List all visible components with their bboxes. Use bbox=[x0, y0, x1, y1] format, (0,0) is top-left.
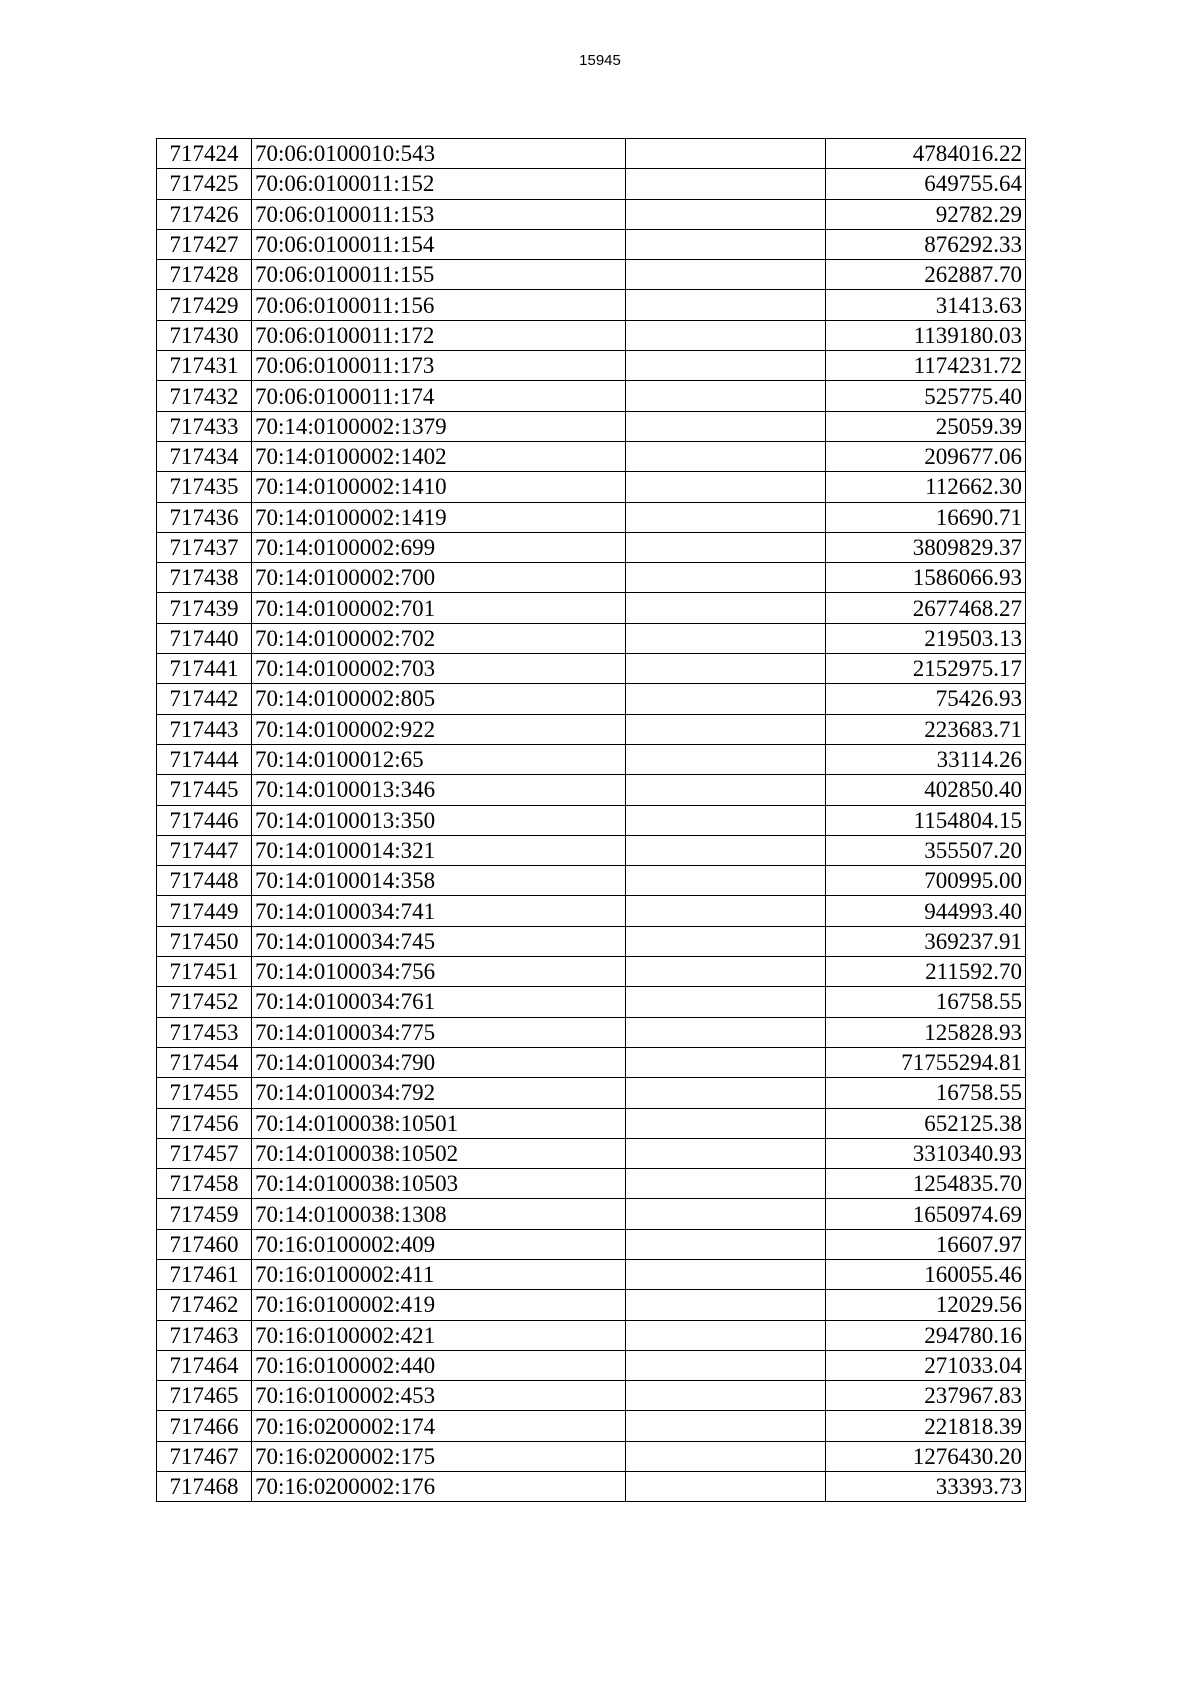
blank-cell bbox=[626, 1017, 826, 1047]
cadastral-number-cell: 70:06:0100011:173 bbox=[252, 351, 626, 381]
cadastral-number-cell: 70:16:0200002:175 bbox=[252, 1441, 626, 1471]
table-row bbox=[157, 1259, 1026, 1289]
value-cell: 1650974.69 bbox=[826, 1199, 1026, 1229]
value-cell: 12029.56 bbox=[826, 1290, 1026, 1320]
table-row bbox=[157, 199, 1026, 229]
blank-cell bbox=[626, 593, 826, 623]
row-number-cell: 717460 bbox=[157, 1229, 252, 1259]
table-row bbox=[157, 563, 1026, 593]
cadastral-number-cell: 70:14:0100038:10502 bbox=[252, 1138, 626, 1168]
cadastral-number-cell: 70:14:0100034:741 bbox=[252, 896, 626, 926]
row-number-cell: 717440 bbox=[157, 623, 252, 653]
table-row bbox=[157, 1169, 1026, 1199]
blank-cell bbox=[626, 654, 826, 684]
blank-cell bbox=[626, 1290, 826, 1320]
blank-cell bbox=[626, 1047, 826, 1077]
row-number-cell: 717424 bbox=[157, 139, 252, 169]
table-row bbox=[157, 987, 1026, 1017]
row-number-cell: 717468 bbox=[157, 1472, 252, 1502]
blank-cell bbox=[626, 1320, 826, 1350]
blank-cell bbox=[626, 714, 826, 744]
row-number-cell: 717450 bbox=[157, 926, 252, 956]
value-cell: 221818.39 bbox=[826, 1411, 1026, 1441]
row-number-cell: 717453 bbox=[157, 1017, 252, 1047]
row-number-cell: 717462 bbox=[157, 1290, 252, 1320]
value-cell: 1254835.70 bbox=[826, 1169, 1026, 1199]
value-cell: 700995.00 bbox=[826, 866, 1026, 896]
table-row bbox=[157, 169, 1026, 199]
cadastral-number-cell: 70:06:0100010:543 bbox=[252, 139, 626, 169]
row-number-cell: 717431 bbox=[157, 351, 252, 381]
cadastral-number-cell: 70:14:0100034:756 bbox=[252, 957, 626, 987]
value-cell: 3310340.93 bbox=[826, 1138, 1026, 1168]
cadastral-number-cell: 70:14:0100002:1379 bbox=[252, 411, 626, 441]
row-number-cell: 717454 bbox=[157, 1047, 252, 1077]
value-cell: 369237.91 bbox=[826, 926, 1026, 956]
cadastral-number-cell: 70:06:0100011:174 bbox=[252, 381, 626, 411]
table-row bbox=[157, 744, 1026, 774]
value-cell: 125828.93 bbox=[826, 1017, 1026, 1047]
blank-cell bbox=[626, 1169, 826, 1199]
row-number-cell: 717446 bbox=[157, 805, 252, 835]
blank-cell bbox=[626, 169, 826, 199]
table-row bbox=[157, 1138, 1026, 1168]
cadastral-number-cell: 70:14:0100034:745 bbox=[252, 926, 626, 956]
value-cell: 1276430.20 bbox=[826, 1441, 1026, 1471]
table-row bbox=[157, 835, 1026, 865]
table-row bbox=[157, 1411, 1026, 1441]
row-number-cell: 717441 bbox=[157, 654, 252, 684]
value-cell: 219503.13 bbox=[826, 623, 1026, 653]
row-number-cell: 717464 bbox=[157, 1350, 252, 1380]
blank-cell bbox=[626, 926, 826, 956]
table-row bbox=[157, 1017, 1026, 1047]
cadastral-number-cell: 70:14:0100002:1402 bbox=[252, 441, 626, 471]
row-number-cell: 717452 bbox=[157, 987, 252, 1017]
table-row bbox=[157, 1381, 1026, 1411]
value-cell: 2677468.27 bbox=[826, 593, 1026, 623]
blank-cell bbox=[626, 1199, 826, 1229]
cadastral-number-cell: 70:14:0100013:350 bbox=[252, 805, 626, 835]
row-number-cell: 717448 bbox=[157, 866, 252, 896]
row-number-cell: 717433 bbox=[157, 411, 252, 441]
value-cell: 92782.29 bbox=[826, 199, 1026, 229]
row-number-cell: 717444 bbox=[157, 744, 252, 774]
blank-cell bbox=[626, 139, 826, 169]
cadastral-number-cell: 70:16:0100002:421 bbox=[252, 1320, 626, 1350]
blank-cell bbox=[626, 1411, 826, 1441]
value-cell: 112662.30 bbox=[826, 472, 1026, 502]
value-cell: 525775.40 bbox=[826, 381, 1026, 411]
blank-cell bbox=[626, 472, 826, 502]
value-cell: 25059.39 bbox=[826, 411, 1026, 441]
value-cell: 16758.55 bbox=[826, 987, 1026, 1017]
row-number-cell: 717425 bbox=[157, 169, 252, 199]
table-row bbox=[157, 351, 1026, 381]
row-number-cell: 717451 bbox=[157, 957, 252, 987]
row-number-cell: 717435 bbox=[157, 472, 252, 502]
value-cell: 33114.26 bbox=[826, 744, 1026, 774]
row-number-cell: 717447 bbox=[157, 835, 252, 865]
value-cell: 160055.46 bbox=[826, 1259, 1026, 1289]
row-number-cell: 717459 bbox=[157, 1199, 252, 1229]
cadastral-number-cell: 70:14:0100002:701 bbox=[252, 593, 626, 623]
row-number-cell: 717449 bbox=[157, 896, 252, 926]
table-row bbox=[157, 320, 1026, 350]
row-number-cell: 717438 bbox=[157, 563, 252, 593]
value-cell: 16758.55 bbox=[826, 1078, 1026, 1108]
blank-cell bbox=[626, 1138, 826, 1168]
table-row bbox=[157, 1199, 1026, 1229]
table-row bbox=[157, 411, 1026, 441]
table-row bbox=[157, 1078, 1026, 1108]
cadastral-number-cell: 70:16:0200002:176 bbox=[252, 1472, 626, 1502]
blank-cell bbox=[626, 896, 826, 926]
blank-cell bbox=[626, 441, 826, 471]
value-cell: 3809829.37 bbox=[826, 532, 1026, 562]
cadastral-number-cell: 70:14:0100002:805 bbox=[252, 684, 626, 714]
blank-cell bbox=[626, 1108, 826, 1138]
cadastral-number-cell: 70:14:0100002:1419 bbox=[252, 502, 626, 532]
value-cell: 223683.71 bbox=[826, 714, 1026, 744]
table-row bbox=[157, 775, 1026, 805]
row-number-cell: 717455 bbox=[157, 1078, 252, 1108]
table-row bbox=[157, 714, 1026, 744]
blank-cell bbox=[626, 1078, 826, 1108]
table-row bbox=[157, 139, 1026, 169]
blank-cell bbox=[626, 1381, 826, 1411]
row-number-cell: 717458 bbox=[157, 1169, 252, 1199]
row-number-cell: 717434 bbox=[157, 441, 252, 471]
row-number-cell: 717443 bbox=[157, 714, 252, 744]
row-number-cell: 717456 bbox=[157, 1108, 252, 1138]
blank-cell bbox=[626, 957, 826, 987]
table-row bbox=[157, 1350, 1026, 1380]
cadastral-number-cell: 70:14:0100034:775 bbox=[252, 1017, 626, 1047]
registry-table-body bbox=[157, 139, 1026, 1502]
row-number-cell: 717430 bbox=[157, 320, 252, 350]
value-cell: 652125.38 bbox=[826, 1108, 1026, 1138]
row-number-cell: 717467 bbox=[157, 1441, 252, 1471]
value-cell: 1586066.93 bbox=[826, 563, 1026, 593]
row-number-cell: 717426 bbox=[157, 199, 252, 229]
table-row bbox=[157, 381, 1026, 411]
blank-cell bbox=[626, 563, 826, 593]
row-number-cell: 717457 bbox=[157, 1138, 252, 1168]
table-row bbox=[157, 441, 1026, 471]
blank-cell bbox=[626, 351, 826, 381]
cadastral-number-cell: 70:14:0100034:790 bbox=[252, 1047, 626, 1077]
table-row bbox=[157, 805, 1026, 835]
cadastral-number-cell: 70:14:0100002:700 bbox=[252, 563, 626, 593]
blank-cell bbox=[626, 775, 826, 805]
blank-cell bbox=[626, 684, 826, 714]
value-cell: 4784016.22 bbox=[826, 139, 1026, 169]
blank-cell bbox=[626, 1441, 826, 1471]
cadastral-number-cell: 70:16:0100002:453 bbox=[252, 1381, 626, 1411]
blank-cell bbox=[626, 1350, 826, 1380]
cadastral-number-cell: 70:14:0100034:761 bbox=[252, 987, 626, 1017]
table-row bbox=[157, 502, 1026, 532]
blank-cell bbox=[626, 260, 826, 290]
cadastral-number-cell: 70:06:0100011:153 bbox=[252, 199, 626, 229]
table-row bbox=[157, 866, 1026, 896]
cadastral-number-cell: 70:16:0100002:440 bbox=[252, 1350, 626, 1380]
cadastral-number-cell: 70:14:0100002:703 bbox=[252, 654, 626, 684]
value-cell: 211592.70 bbox=[826, 957, 1026, 987]
table-row bbox=[157, 957, 1026, 987]
table-row bbox=[157, 472, 1026, 502]
blank-cell bbox=[626, 381, 826, 411]
table-row bbox=[157, 1441, 1026, 1471]
cadastral-number-cell: 70:14:0100002:699 bbox=[252, 532, 626, 562]
row-number-cell: 717439 bbox=[157, 593, 252, 623]
table-row bbox=[157, 260, 1026, 290]
blank-cell bbox=[626, 987, 826, 1017]
row-number-cell: 717428 bbox=[157, 260, 252, 290]
blank-cell bbox=[626, 532, 826, 562]
cadastral-number-cell: 70:06:0100011:152 bbox=[252, 169, 626, 199]
cadastral-number-cell: 70:14:0100002:702 bbox=[252, 623, 626, 653]
table-row bbox=[157, 1229, 1026, 1259]
row-number-cell: 717465 bbox=[157, 1381, 252, 1411]
page-number: 15945 bbox=[579, 52, 621, 69]
table-row bbox=[157, 896, 1026, 926]
blank-cell bbox=[626, 1259, 826, 1289]
table-row bbox=[157, 623, 1026, 653]
cadastral-number-cell: 70:14:0100038:10501 bbox=[252, 1108, 626, 1138]
row-number-cell: 717445 bbox=[157, 775, 252, 805]
cadastral-number-cell: 70:16:0100002:409 bbox=[252, 1229, 626, 1259]
row-number-cell: 717429 bbox=[157, 290, 252, 320]
value-cell: 1174231.72 bbox=[826, 351, 1026, 381]
table-row bbox=[157, 290, 1026, 320]
cadastral-number-cell: 70:16:0200002:174 bbox=[252, 1411, 626, 1441]
cadastral-number-cell: 70:14:0100002:922 bbox=[252, 714, 626, 744]
blank-cell bbox=[626, 229, 826, 259]
row-number-cell: 717427 bbox=[157, 229, 252, 259]
value-cell: 75426.93 bbox=[826, 684, 1026, 714]
value-cell: 71755294.81 bbox=[826, 1047, 1026, 1077]
cadastral-number-cell: 70:06:0100011:172 bbox=[252, 320, 626, 350]
cadastral-number-cell: 70:06:0100011:155 bbox=[252, 260, 626, 290]
row-number-cell: 717432 bbox=[157, 381, 252, 411]
table-row bbox=[157, 654, 1026, 684]
table-row bbox=[157, 1472, 1026, 1502]
blank-cell bbox=[626, 744, 826, 774]
table-row bbox=[157, 684, 1026, 714]
value-cell: 16690.71 bbox=[826, 502, 1026, 532]
value-cell: 649755.64 bbox=[826, 169, 1026, 199]
value-cell: 16607.97 bbox=[826, 1229, 1026, 1259]
value-cell: 1139180.03 bbox=[826, 320, 1026, 350]
blank-cell bbox=[626, 805, 826, 835]
table-row bbox=[157, 1108, 1026, 1138]
blank-cell bbox=[626, 866, 826, 896]
cadastral-number-cell: 70:14:0100038:10503 bbox=[252, 1169, 626, 1199]
table-row bbox=[157, 1290, 1026, 1320]
blank-cell bbox=[626, 623, 826, 653]
value-cell: 355507.20 bbox=[826, 835, 1026, 865]
table-row bbox=[157, 532, 1026, 562]
table-row bbox=[157, 926, 1026, 956]
cadastral-number-cell: 70:14:0100014:321 bbox=[252, 835, 626, 865]
value-cell: 209677.06 bbox=[826, 441, 1026, 471]
row-number-cell: 717463 bbox=[157, 1320, 252, 1350]
cadastral-number-cell: 70:16:0100002:411 bbox=[252, 1259, 626, 1289]
row-number-cell: 717466 bbox=[157, 1411, 252, 1441]
cadastral-number-cell: 70:14:0100014:358 bbox=[252, 866, 626, 896]
registry-table bbox=[156, 138, 1026, 1502]
value-cell: 402850.40 bbox=[826, 775, 1026, 805]
table-row bbox=[157, 1320, 1026, 1350]
blank-cell bbox=[626, 320, 826, 350]
row-number-cell: 717442 bbox=[157, 684, 252, 714]
value-cell: 33393.73 bbox=[826, 1472, 1026, 1502]
value-cell: 271033.04 bbox=[826, 1350, 1026, 1380]
value-cell: 31413.63 bbox=[826, 290, 1026, 320]
value-cell: 262887.70 bbox=[826, 260, 1026, 290]
cadastral-number-cell: 70:06:0100011:154 bbox=[252, 229, 626, 259]
blank-cell bbox=[626, 835, 826, 865]
value-cell: 237967.83 bbox=[826, 1381, 1026, 1411]
value-cell: 944993.40 bbox=[826, 896, 1026, 926]
row-number-cell: 717461 bbox=[157, 1259, 252, 1289]
cadastral-number-cell: 70:16:0100002:419 bbox=[252, 1290, 626, 1320]
blank-cell bbox=[626, 502, 826, 532]
cadastral-number-cell: 70:14:0100002:1410 bbox=[252, 472, 626, 502]
blank-cell bbox=[626, 1229, 826, 1259]
row-number-cell: 717436 bbox=[157, 502, 252, 532]
blank-cell bbox=[626, 290, 826, 320]
cadastral-number-cell: 70:14:0100034:792 bbox=[252, 1078, 626, 1108]
cadastral-number-cell: 70:14:0100013:346 bbox=[252, 775, 626, 805]
cadastral-number-cell: 70:14:0100038:1308 bbox=[252, 1199, 626, 1229]
blank-cell bbox=[626, 1472, 826, 1502]
table-row bbox=[157, 593, 1026, 623]
table-row bbox=[157, 229, 1026, 259]
cadastral-number-cell: 70:06:0100011:156 bbox=[252, 290, 626, 320]
cadastral-number-cell: 70:14:0100012:65 bbox=[252, 744, 626, 774]
value-cell: 1154804.15 bbox=[826, 805, 1026, 835]
blank-cell bbox=[626, 411, 826, 441]
value-cell: 2152975.17 bbox=[826, 654, 1026, 684]
row-number-cell: 717437 bbox=[157, 532, 252, 562]
value-cell: 294780.16 bbox=[826, 1320, 1026, 1350]
blank-cell bbox=[626, 199, 826, 229]
value-cell: 876292.33 bbox=[826, 229, 1026, 259]
table-row bbox=[157, 1047, 1026, 1077]
